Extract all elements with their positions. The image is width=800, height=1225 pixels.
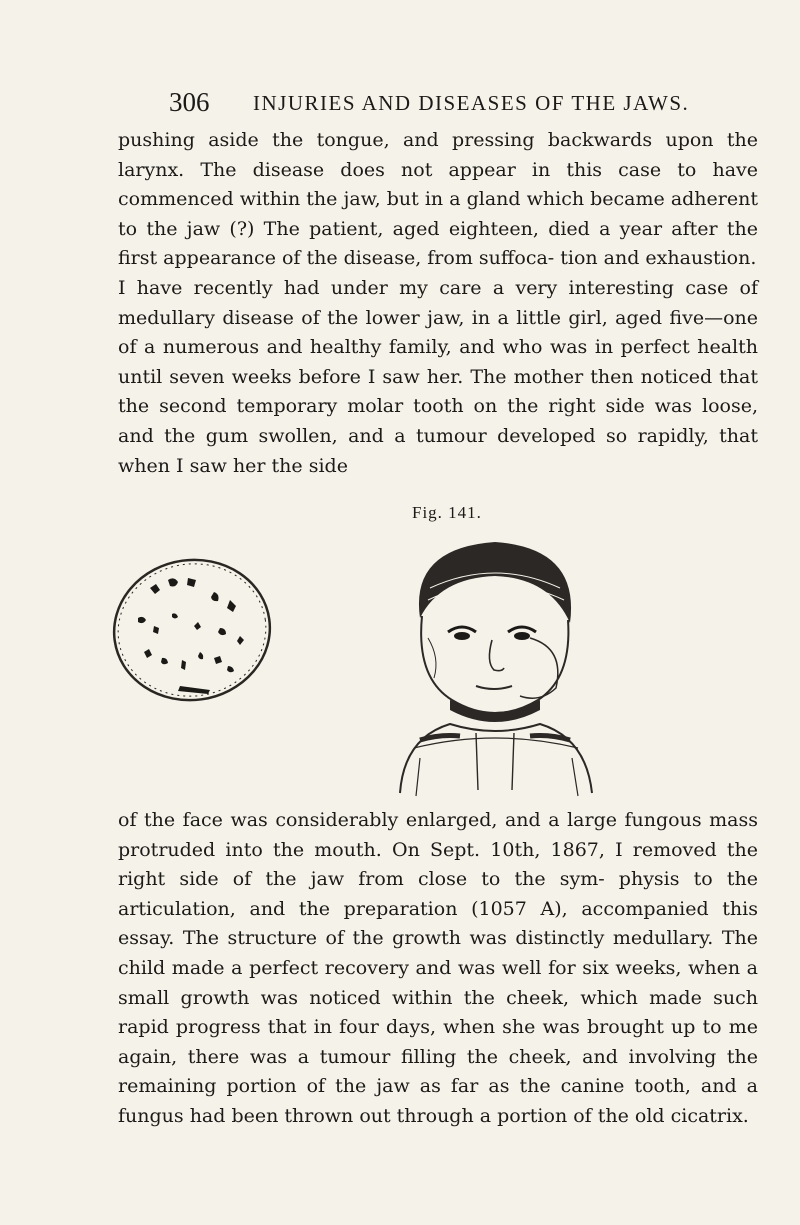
paragraph-3: of the face was considerably enlarged, and a large fungous mass protruded into the mouth. On Sept. 10th, 1867, I removed the right side of the jaw from close to the sym- physis to the articulation, and the preparation (1057 A), accompanied this essay. The structure of the growth was distinctly medullary. The child made a perfect recovery and was well for six weeks, when a small growth was noticed within the cheek, which made such rapid progress that in four days, when she was brought up to me again, there was a tumour filling the cheek, and involving the remaining portion of the jaw as far as the canine tooth, and a fungus had been thrown out through a portion of the old cicatrix. xyxy=(118,809,758,1127)
page-number: 306 xyxy=(169,87,210,117)
running-head: INJURIES AND DISEASES OF THE JAWS. xyxy=(253,91,690,115)
tumour-section-illustration xyxy=(110,548,275,713)
paragraph-1: pushing aside the tongue, and pressing backwards upon the larynx. The disease does not appear in this case to have commenced within the jaw, but in a gland which became adherent to the jaw (?) The patient, aged eighteen, died a year after the first appearance of the disease, from suffoca- tion and exhaustion. xyxy=(118,129,758,270)
figure-caption: Fig. 141. xyxy=(412,503,482,522)
child-portrait-illustration xyxy=(380,528,610,798)
page-header xyxy=(169,86,689,120)
paragraph-2: I have recently had under my care a very interesting case of medullary disease of the lower jaw, in a little girl, aged five—one of a numerous and healthy family, and who was in perfect health until seven weeks before I saw her. The mother then noticed that the second temporary molar tooth on the right side was loose, and the gum swollen, and a tumour developed so rapidly, that when I saw her the side xyxy=(118,277,758,477)
